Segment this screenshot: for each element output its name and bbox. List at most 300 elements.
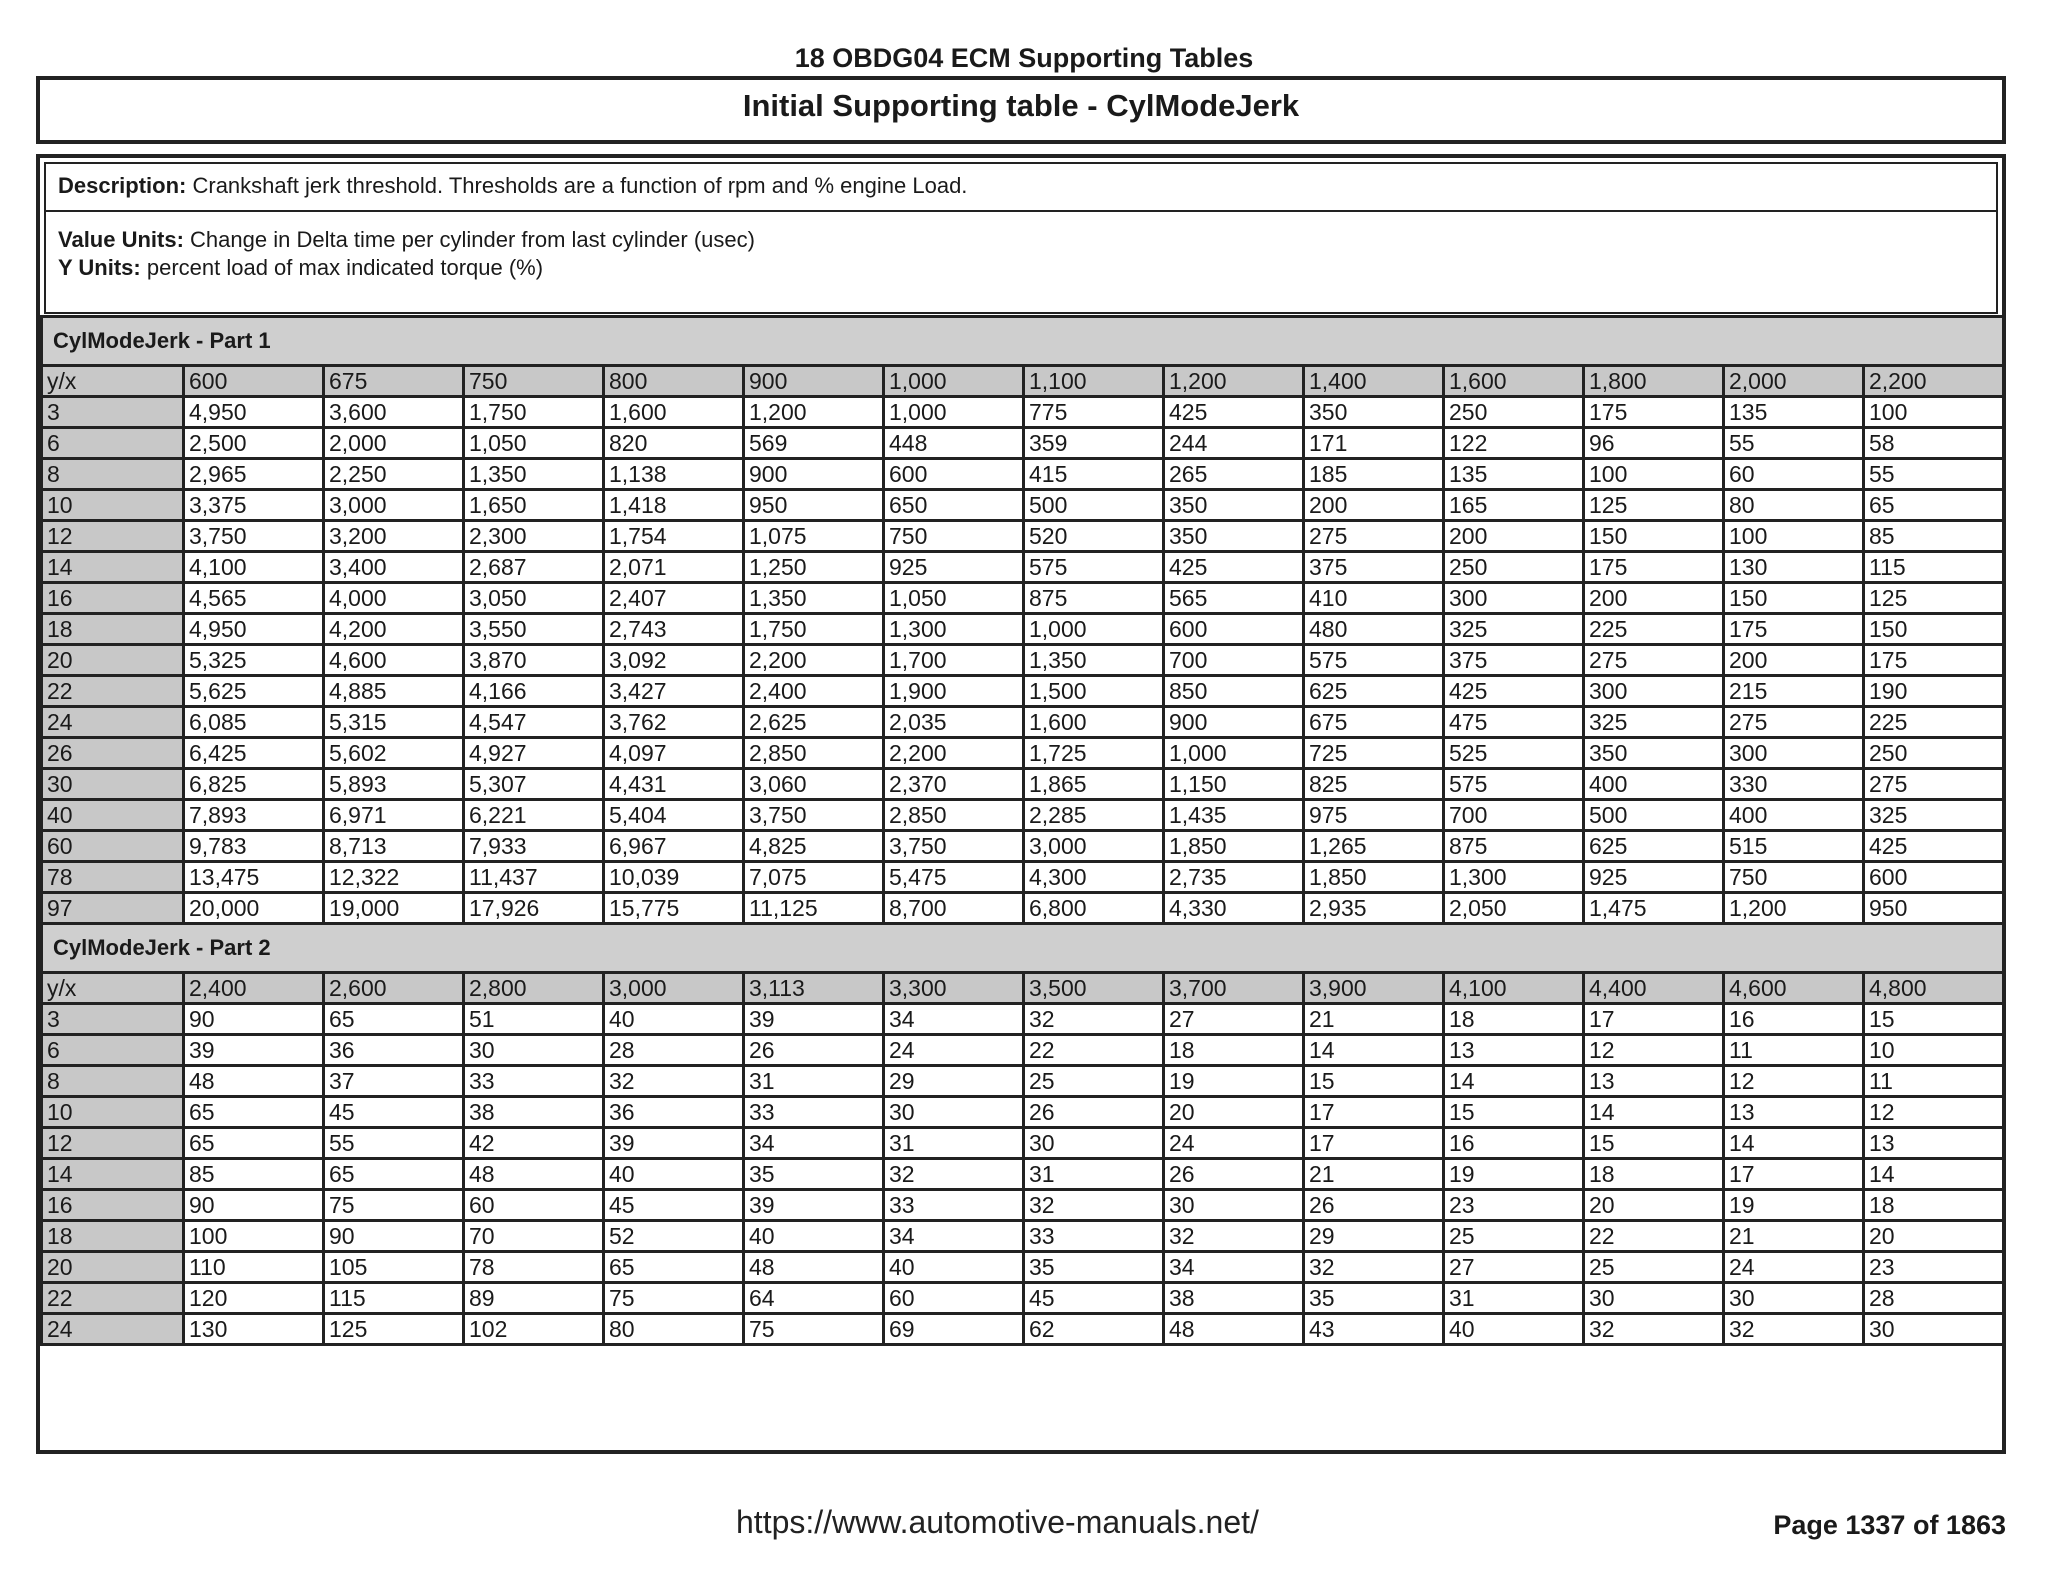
table-cell: 17 xyxy=(1584,1004,1724,1035)
table-cell: 4,927 xyxy=(464,738,604,769)
load-row-header-cell: 12 xyxy=(42,1128,184,1159)
table-cell: 1,475 xyxy=(1584,893,1724,924)
table-cell: 2,687 xyxy=(464,552,604,583)
table-cell: 20 xyxy=(1584,1190,1724,1221)
table-cell: 42 xyxy=(464,1128,604,1159)
table-cell: 325 xyxy=(1444,614,1584,645)
table-row xyxy=(42,1314,2004,1345)
table-cell: 27 xyxy=(1444,1252,1584,1283)
table-row xyxy=(42,428,2004,459)
table-cell: 4,547 xyxy=(464,707,604,738)
table-cell: 350 xyxy=(1164,521,1304,552)
table-cell: 4,825 xyxy=(744,831,884,862)
table-cell: 40 xyxy=(884,1252,1024,1283)
table-cell: 21 xyxy=(1304,1004,1444,1035)
table-cell: 13 xyxy=(1444,1035,1584,1066)
table-cell: 102 xyxy=(464,1314,604,1345)
table-cell: 23 xyxy=(1864,1252,2004,1283)
table-row xyxy=(42,707,2004,738)
table-cell: 171 xyxy=(1304,428,1444,459)
table-cell: 55 xyxy=(1724,428,1864,459)
load-row-header-cell: 24 xyxy=(42,1314,184,1345)
table-cell: 135 xyxy=(1444,459,1584,490)
table-row xyxy=(42,893,2004,924)
table-cell: 4,100 xyxy=(184,552,324,583)
table-cell: 80 xyxy=(1724,490,1864,521)
table-cell: 750 xyxy=(884,521,1024,552)
table-cell: 700 xyxy=(1444,800,1584,831)
column-header-row xyxy=(42,973,2004,1004)
table-cell: 45 xyxy=(604,1190,744,1221)
table-cell: 175 xyxy=(1864,645,2004,676)
table-cell: 1,000 xyxy=(1024,614,1164,645)
table-cell: 34 xyxy=(744,1128,884,1159)
table-cell: 24 xyxy=(1164,1128,1304,1159)
table-cell: 950 xyxy=(1864,893,2004,924)
table-cell: 575 xyxy=(1304,645,1444,676)
table-row xyxy=(42,738,2004,769)
table-cell: 12 xyxy=(1724,1066,1864,1097)
supporting-table-panel xyxy=(36,154,2006,1454)
table-cell: 325 xyxy=(1584,707,1724,738)
table-cell: 130 xyxy=(184,1314,324,1345)
table-cell: 275 xyxy=(1304,521,1444,552)
table-cell: 65 xyxy=(604,1252,744,1283)
table-cell: 225 xyxy=(1584,614,1724,645)
table-cell: 5,893 xyxy=(324,769,464,800)
table-cell: 600 xyxy=(1864,862,2004,893)
load-row-header-cell: 60 xyxy=(42,831,184,862)
table-cell: 2,965 xyxy=(184,459,324,490)
table-cell: 12,322 xyxy=(324,862,464,893)
table-cell: 520 xyxy=(1024,521,1164,552)
table-cell: 4,300 xyxy=(1024,862,1164,893)
table-cell: 19 xyxy=(1724,1190,1864,1221)
table-cell: 3,750 xyxy=(884,831,1024,862)
table-cell: 14 xyxy=(1864,1159,2004,1190)
table-row xyxy=(42,1190,2004,1221)
table-cell: 1,850 xyxy=(1164,831,1304,862)
table-cell: 48 xyxy=(744,1252,884,1283)
table-cell: 1,050 xyxy=(884,583,1024,614)
table-cell: 250 xyxy=(1864,738,2004,769)
table-title: Initial Supporting table - CylModeJerk xyxy=(36,76,2006,144)
table-cell: 350 xyxy=(1164,490,1304,521)
table-cell: 1,300 xyxy=(884,614,1024,645)
table-cell: 20,000 xyxy=(184,893,324,924)
table-cell: 900 xyxy=(1164,707,1304,738)
table-cell: 122 xyxy=(1444,428,1584,459)
table-cell: 45 xyxy=(1024,1283,1164,1314)
table-cell: 448 xyxy=(884,428,1024,459)
table-cell: 410 xyxy=(1304,583,1444,614)
table-row xyxy=(42,1159,2004,1190)
table-cell: 115 xyxy=(324,1283,464,1314)
table-cell: 15 xyxy=(1304,1066,1444,1097)
table-cell: 13,475 xyxy=(184,862,324,893)
table-cell: 3,427 xyxy=(604,676,744,707)
table-cell: 7,893 xyxy=(184,800,324,831)
table-cell: 2,735 xyxy=(1164,862,1304,893)
table-cell: 32 xyxy=(884,1159,1024,1190)
table-cell: 950 xyxy=(744,490,884,521)
table-cell: 16 xyxy=(1724,1004,1864,1035)
table-cell: 19 xyxy=(1444,1159,1584,1190)
rpm-header-cell: 4,100 xyxy=(1444,973,1584,1004)
table-cell: 96 xyxy=(1584,428,1724,459)
axis-label-cell: y/x xyxy=(42,973,184,1004)
column-header-row xyxy=(42,366,2004,397)
table-cell: 1,435 xyxy=(1164,800,1304,831)
rpm-header-cell: 2,000 xyxy=(1724,366,1864,397)
table-cell: 19 xyxy=(1164,1066,1304,1097)
load-row-header-cell: 8 xyxy=(42,1066,184,1097)
table-cell: 265 xyxy=(1164,459,1304,490)
table-cell: 775 xyxy=(1024,397,1164,428)
table-cell: 30 xyxy=(884,1097,1024,1128)
rpm-header-cell: 3,300 xyxy=(884,973,1024,1004)
table-cell: 20 xyxy=(1164,1097,1304,1128)
table-cell: 65 xyxy=(184,1128,324,1159)
table-cell: 4,000 xyxy=(324,583,464,614)
table-cell: 62 xyxy=(1024,1314,1164,1345)
rpm-header-cell: 1,400 xyxy=(1304,366,1444,397)
table-cell: 5,625 xyxy=(184,676,324,707)
table-cell: 1,865 xyxy=(1024,769,1164,800)
table-cell: 2,500 xyxy=(184,428,324,459)
table-cell: 1,350 xyxy=(1024,645,1164,676)
table-cell: 20 xyxy=(1864,1221,2004,1252)
table-cell: 21 xyxy=(1724,1221,1864,1252)
table-cell: 425 xyxy=(1164,397,1304,428)
table-row xyxy=(42,800,2004,831)
table-cell: 17 xyxy=(1304,1128,1444,1159)
description-label: Description: xyxy=(58,173,187,198)
table-cell: 3,000 xyxy=(324,490,464,521)
table-cell: 5,307 xyxy=(464,769,604,800)
y-units-text: percent load of max indicated torque (%) xyxy=(146,255,544,280)
table-cell: 11,437 xyxy=(464,862,604,893)
table-cell: 1,754 xyxy=(604,521,744,552)
table-cell: 300 xyxy=(1444,583,1584,614)
table-cell: 425 xyxy=(1444,676,1584,707)
table-cell: 75 xyxy=(744,1314,884,1345)
table-cell: 625 xyxy=(1584,831,1724,862)
table-cell: 30 xyxy=(1724,1283,1864,1314)
table-cell: 850 xyxy=(1164,676,1304,707)
section-title: CylModeJerk - Part 2 xyxy=(42,924,2004,973)
table-cell: 120 xyxy=(184,1283,324,1314)
rpm-header-cell: 3,500 xyxy=(1024,973,1164,1004)
table-cell: 150 xyxy=(1724,583,1864,614)
rpm-header-cell: 3,113 xyxy=(744,973,884,1004)
rpm-header-cell: 3,900 xyxy=(1304,973,1444,1004)
table-cell: 75 xyxy=(604,1283,744,1314)
table-cell: 34 xyxy=(1164,1252,1304,1283)
table-cell: 2,370 xyxy=(884,769,1024,800)
table-cell: 1,138 xyxy=(604,459,744,490)
table-cell: 6,800 xyxy=(1024,893,1164,924)
table-row xyxy=(42,1097,2004,1128)
table-cell: 38 xyxy=(464,1097,604,1128)
table-cell: 35 xyxy=(1304,1283,1444,1314)
table-cell: 350 xyxy=(1584,738,1724,769)
table-cell: 48 xyxy=(184,1066,324,1097)
table-cell: 1,725 xyxy=(1024,738,1164,769)
table-cell: 350 xyxy=(1304,397,1444,428)
load-row-header-cell: 24 xyxy=(42,707,184,738)
table-cell: 125 xyxy=(1584,490,1724,521)
section-header-part-2 xyxy=(42,924,2004,973)
rpm-header-cell: 600 xyxy=(184,366,324,397)
load-row-header-cell: 40 xyxy=(42,800,184,831)
table-row xyxy=(42,645,2004,676)
table-row xyxy=(42,1221,2004,1252)
units-row xyxy=(44,212,1998,314)
table-cell: 70 xyxy=(464,1221,604,1252)
table-cell: 1,900 xyxy=(884,676,1024,707)
table-cell: 1,750 xyxy=(464,397,604,428)
table-cell: 4,166 xyxy=(464,676,604,707)
table-cell: 2,300 xyxy=(464,521,604,552)
table-cell: 14 xyxy=(1724,1128,1864,1159)
table-cell: 375 xyxy=(1444,645,1584,676)
table-cell: 700 xyxy=(1164,645,1304,676)
table-cell: 875 xyxy=(1024,583,1164,614)
table-cell: 32 xyxy=(1024,1004,1164,1035)
table-cell: 275 xyxy=(1584,645,1724,676)
table-cell: 1,075 xyxy=(744,521,884,552)
table-cell: 125 xyxy=(1864,583,2004,614)
table-cell: 35 xyxy=(1024,1252,1164,1283)
table-cell: 200 xyxy=(1724,645,1864,676)
rpm-header-cell: 750 xyxy=(464,366,604,397)
table-cell: 625 xyxy=(1304,676,1444,707)
table-cell: 200 xyxy=(1584,583,1724,614)
rpm-header-cell: 675 xyxy=(324,366,464,397)
table-cell: 6,971 xyxy=(324,800,464,831)
table-cell: 32 xyxy=(1584,1314,1724,1345)
table-cell: 2,250 xyxy=(324,459,464,490)
table-cell: 14 xyxy=(1304,1035,1444,1066)
table-cell: 575 xyxy=(1024,552,1164,583)
table-cell: 2,625 xyxy=(744,707,884,738)
table-cell: 3,375 xyxy=(184,490,324,521)
load-row-header-cell: 12 xyxy=(42,521,184,552)
table-cell: 60 xyxy=(884,1283,1024,1314)
table-cell: 6,221 xyxy=(464,800,604,831)
table-cell: 1,050 xyxy=(464,428,604,459)
table-cell: 2,035 xyxy=(884,707,1024,738)
load-row-header-cell: 22 xyxy=(42,1283,184,1314)
table-cell: 250 xyxy=(1444,397,1584,428)
table-cell: 9,783 xyxy=(184,831,324,862)
table-row xyxy=(42,1066,2004,1097)
table-cell: 275 xyxy=(1864,769,2004,800)
table-cell: 3,092 xyxy=(604,645,744,676)
table-cell: 29 xyxy=(884,1066,1024,1097)
table-cell: 300 xyxy=(1724,738,1864,769)
table-cell: 43 xyxy=(1304,1314,1444,1345)
table-cell: 26 xyxy=(744,1035,884,1066)
table-cell: 32 xyxy=(1304,1252,1444,1283)
table-cell: 175 xyxy=(1584,552,1724,583)
document-header: 18 OBDG04 ECM Supporting Tables xyxy=(794,43,1254,73)
table-cell: 15,775 xyxy=(604,893,744,924)
table-cell: 1,350 xyxy=(744,583,884,614)
load-row-header-cell: 16 xyxy=(42,583,184,614)
table-row xyxy=(42,676,2004,707)
table-cell: 12 xyxy=(1584,1035,1724,1066)
table-cell: 60 xyxy=(464,1190,604,1221)
table-cell: 300 xyxy=(1584,676,1724,707)
load-row-header-cell: 22 xyxy=(42,676,184,707)
table-cell: 28 xyxy=(604,1035,744,1066)
table-cell: 36 xyxy=(604,1097,744,1128)
table-cell: 25 xyxy=(1584,1252,1724,1283)
table-cell: 244 xyxy=(1164,428,1304,459)
table-cell: 90 xyxy=(184,1190,324,1221)
table-cell: 4,600 xyxy=(324,645,464,676)
table-cell: 6,425 xyxy=(184,738,324,769)
table-cell: 78 xyxy=(464,1252,604,1283)
table-cell: 925 xyxy=(884,552,1024,583)
table-cell: 34 xyxy=(884,1004,1024,1035)
table-cell: 2,000 xyxy=(324,428,464,459)
table-cell: 40 xyxy=(604,1004,744,1035)
load-row-header-cell: 18 xyxy=(42,614,184,645)
table-cell: 28 xyxy=(1864,1283,2004,1314)
table-cell: 135 xyxy=(1724,397,1864,428)
data-grid xyxy=(40,315,2002,1346)
table-cell: 30 xyxy=(464,1035,604,1066)
table-cell: 48 xyxy=(1164,1314,1304,1345)
table-cell: 3,060 xyxy=(744,769,884,800)
table-cell: 8,713 xyxy=(324,831,464,862)
table-cell: 2,200 xyxy=(744,645,884,676)
table-row xyxy=(42,862,2004,893)
table-cell: 37 xyxy=(324,1066,464,1097)
rpm-header-cell: 1,600 xyxy=(1444,366,1584,397)
table-cell: 29 xyxy=(1304,1221,1444,1252)
table-cell: 45 xyxy=(324,1097,464,1128)
table-cell: 5,404 xyxy=(604,800,744,831)
table-cell: 1,200 xyxy=(1724,893,1864,924)
table-cell: 415 xyxy=(1024,459,1164,490)
table-cell: 825 xyxy=(1304,769,1444,800)
table-cell: 1,650 xyxy=(464,490,604,521)
table-cell: 18 xyxy=(1584,1159,1724,1190)
table-cell: 3,000 xyxy=(1024,831,1164,862)
table-cell: 13 xyxy=(1584,1066,1724,1097)
table-cell: 22 xyxy=(1024,1035,1164,1066)
table-cell: 10,039 xyxy=(604,862,744,893)
table-cell: 100 xyxy=(1864,397,2004,428)
rpm-header-cell: 1,800 xyxy=(1584,366,1724,397)
load-row-header-cell: 20 xyxy=(42,645,184,676)
table-cell: 3,750 xyxy=(184,521,324,552)
table-row xyxy=(42,1035,2004,1066)
table-cell: 58 xyxy=(1864,428,2004,459)
table-cell: 11 xyxy=(1864,1066,2004,1097)
table-cell: 5,475 xyxy=(884,862,1024,893)
table-cell: 600 xyxy=(884,459,1024,490)
table-cell: 820 xyxy=(604,428,744,459)
load-row-header-cell: 10 xyxy=(42,490,184,521)
table-cell: 1,000 xyxy=(884,397,1024,428)
table-cell: 4,950 xyxy=(184,614,324,645)
table-row xyxy=(42,583,2004,614)
table-row xyxy=(42,521,2004,552)
table-cell: 38 xyxy=(1164,1283,1304,1314)
table-cell: 425 xyxy=(1164,552,1304,583)
cylmodejerk-table xyxy=(40,315,2005,1346)
load-row-header-cell: 10 xyxy=(42,1097,184,1128)
table-cell: 275 xyxy=(1724,707,1864,738)
table-cell: 100 xyxy=(1724,521,1864,552)
table-cell: 27 xyxy=(1164,1004,1304,1035)
table-cell: 33 xyxy=(744,1097,884,1128)
table-cell: 13 xyxy=(1864,1128,2004,1159)
table-cell: 15 xyxy=(1864,1004,2004,1035)
table-cell: 475 xyxy=(1444,707,1584,738)
table-cell: 40 xyxy=(744,1221,884,1252)
rpm-header-cell: 4,400 xyxy=(1584,973,1724,1004)
table-cell: 3,200 xyxy=(324,521,464,552)
table-cell: 19,000 xyxy=(324,893,464,924)
table-cell: 33 xyxy=(1024,1221,1164,1252)
table-cell: 36 xyxy=(324,1035,464,1066)
page-number: Page 1337 of 1863 xyxy=(1773,1510,2006,1540)
table-cell: 3,600 xyxy=(324,397,464,428)
table-cell: 500 xyxy=(1024,490,1164,521)
table-cell: 34 xyxy=(884,1221,1024,1252)
table-cell: 90 xyxy=(184,1004,324,1035)
table-cell: 190 xyxy=(1864,676,2004,707)
table-cell: 24 xyxy=(1724,1252,1864,1283)
table-cell: 80 xyxy=(604,1314,744,1345)
table-cell: 565 xyxy=(1164,583,1304,614)
table-cell: 39 xyxy=(604,1128,744,1159)
table-cell: 2,850 xyxy=(744,738,884,769)
table-cell: 1,418 xyxy=(604,490,744,521)
table-cell: 16 xyxy=(1444,1128,1584,1159)
table-cell: 925 xyxy=(1584,862,1724,893)
table-cell: 65 xyxy=(324,1159,464,1190)
table-cell: 400 xyxy=(1724,800,1864,831)
table-cell: 480 xyxy=(1304,614,1444,645)
load-row-header-cell: 97 xyxy=(42,893,184,924)
table-cell: 5,602 xyxy=(324,738,464,769)
table-cell: 4,097 xyxy=(604,738,744,769)
table-cell: 55 xyxy=(324,1128,464,1159)
table-cell: 10 xyxy=(1864,1035,2004,1066)
table-cell: 2,285 xyxy=(1024,800,1164,831)
table-cell: 2,200 xyxy=(884,738,1024,769)
table-cell: 90 xyxy=(324,1221,464,1252)
axis-label-cell: y/x xyxy=(42,366,184,397)
table-cell: 39 xyxy=(744,1004,884,1035)
table-cell: 18 xyxy=(1164,1035,1304,1066)
table-cell: 1,600 xyxy=(604,397,744,428)
table-cell: 2,743 xyxy=(604,614,744,645)
table-cell: 31 xyxy=(1444,1283,1584,1314)
table-cell: 105 xyxy=(324,1252,464,1283)
rpm-header-cell: 2,800 xyxy=(464,973,604,1004)
load-row-header-cell: 3 xyxy=(42,1004,184,1035)
load-row-header-cell: 6 xyxy=(42,1035,184,1066)
table-cell: 1,300 xyxy=(1444,862,1584,893)
